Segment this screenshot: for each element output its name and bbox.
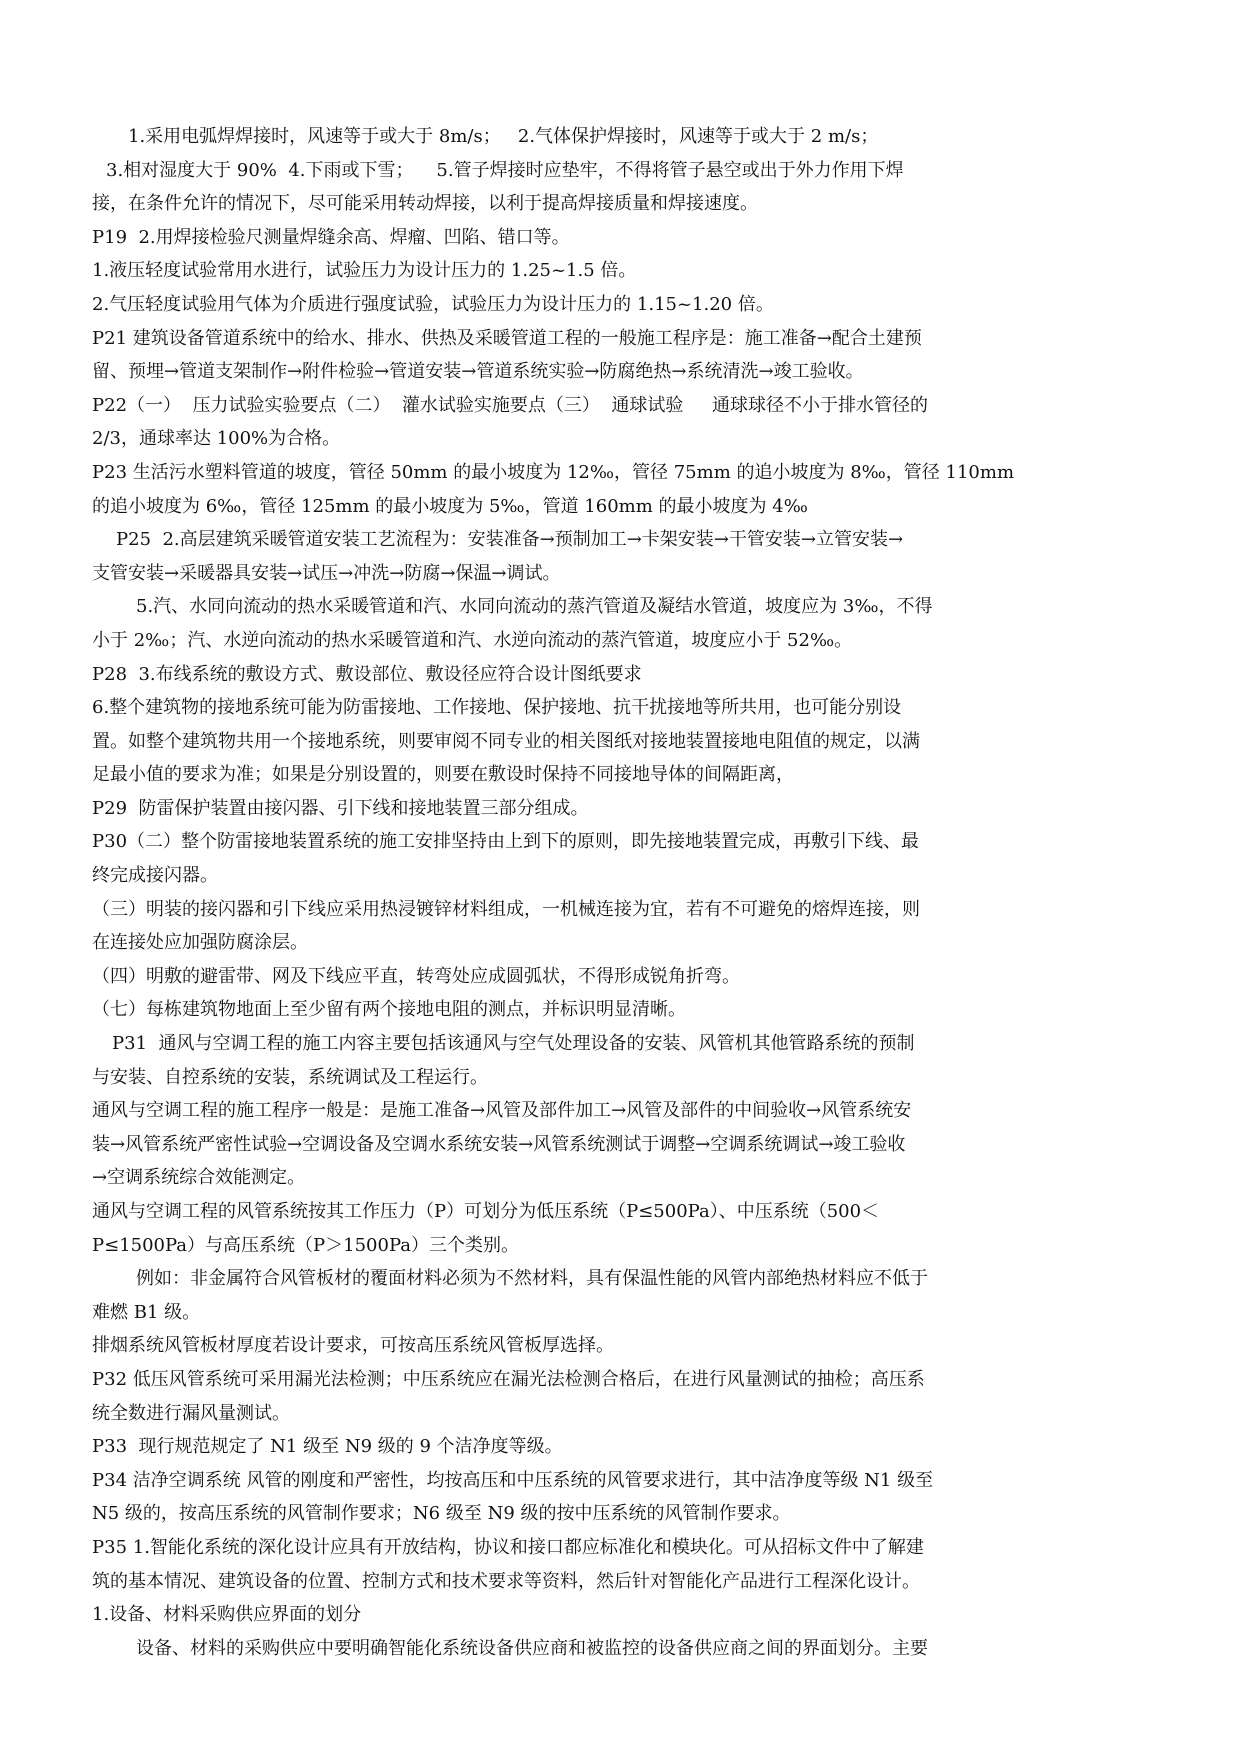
text-line: 1.液压轻度试验常用水进行，试验压力为设计压力的 1.25~1.5 倍。	[92, 260, 637, 282]
text-line: 1.采用电弧焊焊接时，风速等于或大于 8m/s； 2.气体保护焊接时，风速等于或大于 2 m/s；	[128, 126, 879, 147]
text-line: 在连接处应加强防腐涂层。	[92, 932, 308, 954]
text-line: 2/3，通球率达 100%为合格。	[92, 428, 341, 450]
text-line: 接，在条件允许的情况下，尽可能采用转动焊接，以利于提高焊接质量和焊接速度。	[92, 193, 758, 215]
text-line: P29 防雷保护装置由接闪器、引下线和接地装置三部分组成。	[92, 797, 589, 819]
text-line: 终完成接闪器。	[92, 865, 218, 887]
text-line: 留、预埋→管道支架制作→附件检验→管道安装→管道系统实验→防腐绝热→系统清洗→竣工验收。	[92, 361, 864, 383]
text-line: 统全数进行漏风量测试。	[92, 1402, 290, 1424]
text-line: 排烟系统风管板材厚度若设计要求，可按高压系统风管板厚选择。	[92, 1335, 614, 1357]
text-line: P22（一） 压力试验实验要点（二） 灌水试验实施要点（三） 通球试验 通球球径不小于排水管径的	[92, 394, 928, 416]
text-line: 小于 2‰；汽、水逆向流动的热水采暖管道和汽、水逆向流动的蒸汽管道，坡度应小于 52‰。	[92, 629, 853, 651]
text-line: 装→风管系统严密性试验→空调设备及空调水系统安装→风管系统测试于调整→空调系统调试→竣工验收	[92, 1133, 906, 1155]
text-line: 5.汽、水同向流动的热水采暖管道和汽、水同向流动的蒸汽管道及凝结水管道，坡度应为 3‰，不得	[136, 596, 933, 618]
text-line: 足最小值的要求为准；如果是分别设置的，则要在敷设时保持不同接地导体的间隔距离，	[92, 764, 794, 786]
text-line: P33 现行规范规定了 N1 级至 N9 级的 9 个洁净度等级。	[92, 1436, 563, 1458]
text-line: 通风与空调工程的风管系统按其工作压力（P）可划分为低压系统（P≤500Pa）、中压系统（500＜	[92, 1201, 880, 1222]
text-line: →空调系统综合效能测定。	[92, 1167, 306, 1189]
text-line: P32 低压风管系统可采用漏光法检测；中压系统应在漏光法检测合格后，在进行风量测试的抽检；高压系	[92, 1368, 925, 1390]
text-line: 设备、材料的采购供应中要明确智能化系统设备供应商和被监控的设备供应商之间的界面划分。主要	[136, 1637, 928, 1659]
text-line: （七）每栋建筑物地面上至少留有两个接地电阻的测点，并标识明显清晰。	[92, 999, 686, 1021]
text-line: 通风与空调工程的施工程序一般是：是施工准备→风管及部件加工→风管及部件的中间验收→风管系统安	[92, 1100, 912, 1122]
text-line: 3.相对湿度大于 90% 4.下雨或下雪； 5.管子焊接时应垫牢，不得将管子悬空或出于外力作用下焊	[106, 159, 904, 181]
text-line: P19 2.用焊接检验尺测量焊缝余高、焊瘤、凹陷、错口等。	[92, 226, 570, 248]
text-line: 6.整个建筑物的接地系统可能为防雷接地、工作接地、保护接地、抗干扰接地等所共用，也可能分别设	[92, 697, 902, 719]
text-line: 1.设备、材料采购供应界面的划分	[92, 1604, 362, 1626]
text-line: N5 级的，按高压系统的风管制作要求；N6 级至 N9 级的按中压系统的风管制作要求。	[92, 1503, 791, 1525]
text-line: P≤1500Pa）与高压系统（P＞1500Pa）三个类别。	[92, 1234, 519, 1256]
text-line: P34 洁净空调系统 风管的刚度和严密性，均按高压和中压系统的风管要求进行，其中洁净度等级 N1 级至	[92, 1469, 934, 1491]
text-line: P23 生活污水塑料管道的坡度，管径 50mm 的最小坡度为 12‰，管径 75mm 的追小坡度为 8‰，管径 110mm	[92, 461, 1015, 483]
text-line: P35 1.智能化系统的深化设计应具有开放结构，协议和接口都应标准化和模块化。可从招标文件中了解建	[92, 1536, 924, 1558]
text-line: P31 通风与空调工程的施工内容主要包括该通风与空气处理设备的安装、风管机其他管路系统的预制	[112, 1033, 915, 1055]
text-line: 置。如整个建筑物共用一个接地系统，则要审阅不同专业的相关图纸对接地装置接地电阻值的规定，以满	[92, 730, 920, 752]
text-line: P25 2.高层建筑采暖管道安装工艺流程为：安装准备→预制加工→卡架安装→干管安装→立管安装→	[116, 529, 904, 551]
text-line: 筑的基本情况、建筑设备的位置、控制方式和技术要求等资料，然后针对智能化产品进行工程深化设计。	[92, 1570, 920, 1592]
text-line: （四）明敷的避雷带、网及下线应平直，转弯处应成圆弧状，不得形成锐角折弯。	[92, 965, 740, 987]
text-line: P30（二）整个防雷接地装置系统的施工安排坚持由上到下的原则，即先接地装置完成，再敷引下线、最	[92, 831, 920, 853]
text-line: P21 建筑设备管道系统中的给水、排水、供热及采暖管道工程的一般施工程序是：施工准备→配合土建预	[92, 327, 922, 349]
text-line: 与安装、自控系统的安装，系统调试及工程运行。	[92, 1066, 488, 1088]
text-line: 2.气压轻度试验用气体为介质进行强度试验，试验压力为设计压力的 1.15~1.20 倍。	[92, 293, 774, 315]
text-line: 难燃 B1 级。	[92, 1301, 201, 1323]
text-line: 的追小坡度为 6‰，管径 125mm 的最小坡度为 5‰，管道 160mm 的最小坡度为 4‰	[92, 495, 808, 517]
text-line: 支管安装→采暖器具安装→试压→冲洗→防腐→保温→调试。	[92, 562, 561, 584]
document-page	[92, 120, 1152, 1665]
text-line: P28 3.布线系统的敷设方式、敷设部位、敷设径应符合设计图纸要求	[92, 663, 642, 685]
text-line: 例如：非金属符合风管板材的覆面材料必须为不然材料，具有保温性能的风管内部绝热材料应不低于	[136, 1268, 928, 1290]
text-line: （三）明装的接闪器和引下线应采用热浸镀锌材料组成，一机械连接为宜，若有不可避免的熔焊连接，则	[92, 898, 920, 920]
